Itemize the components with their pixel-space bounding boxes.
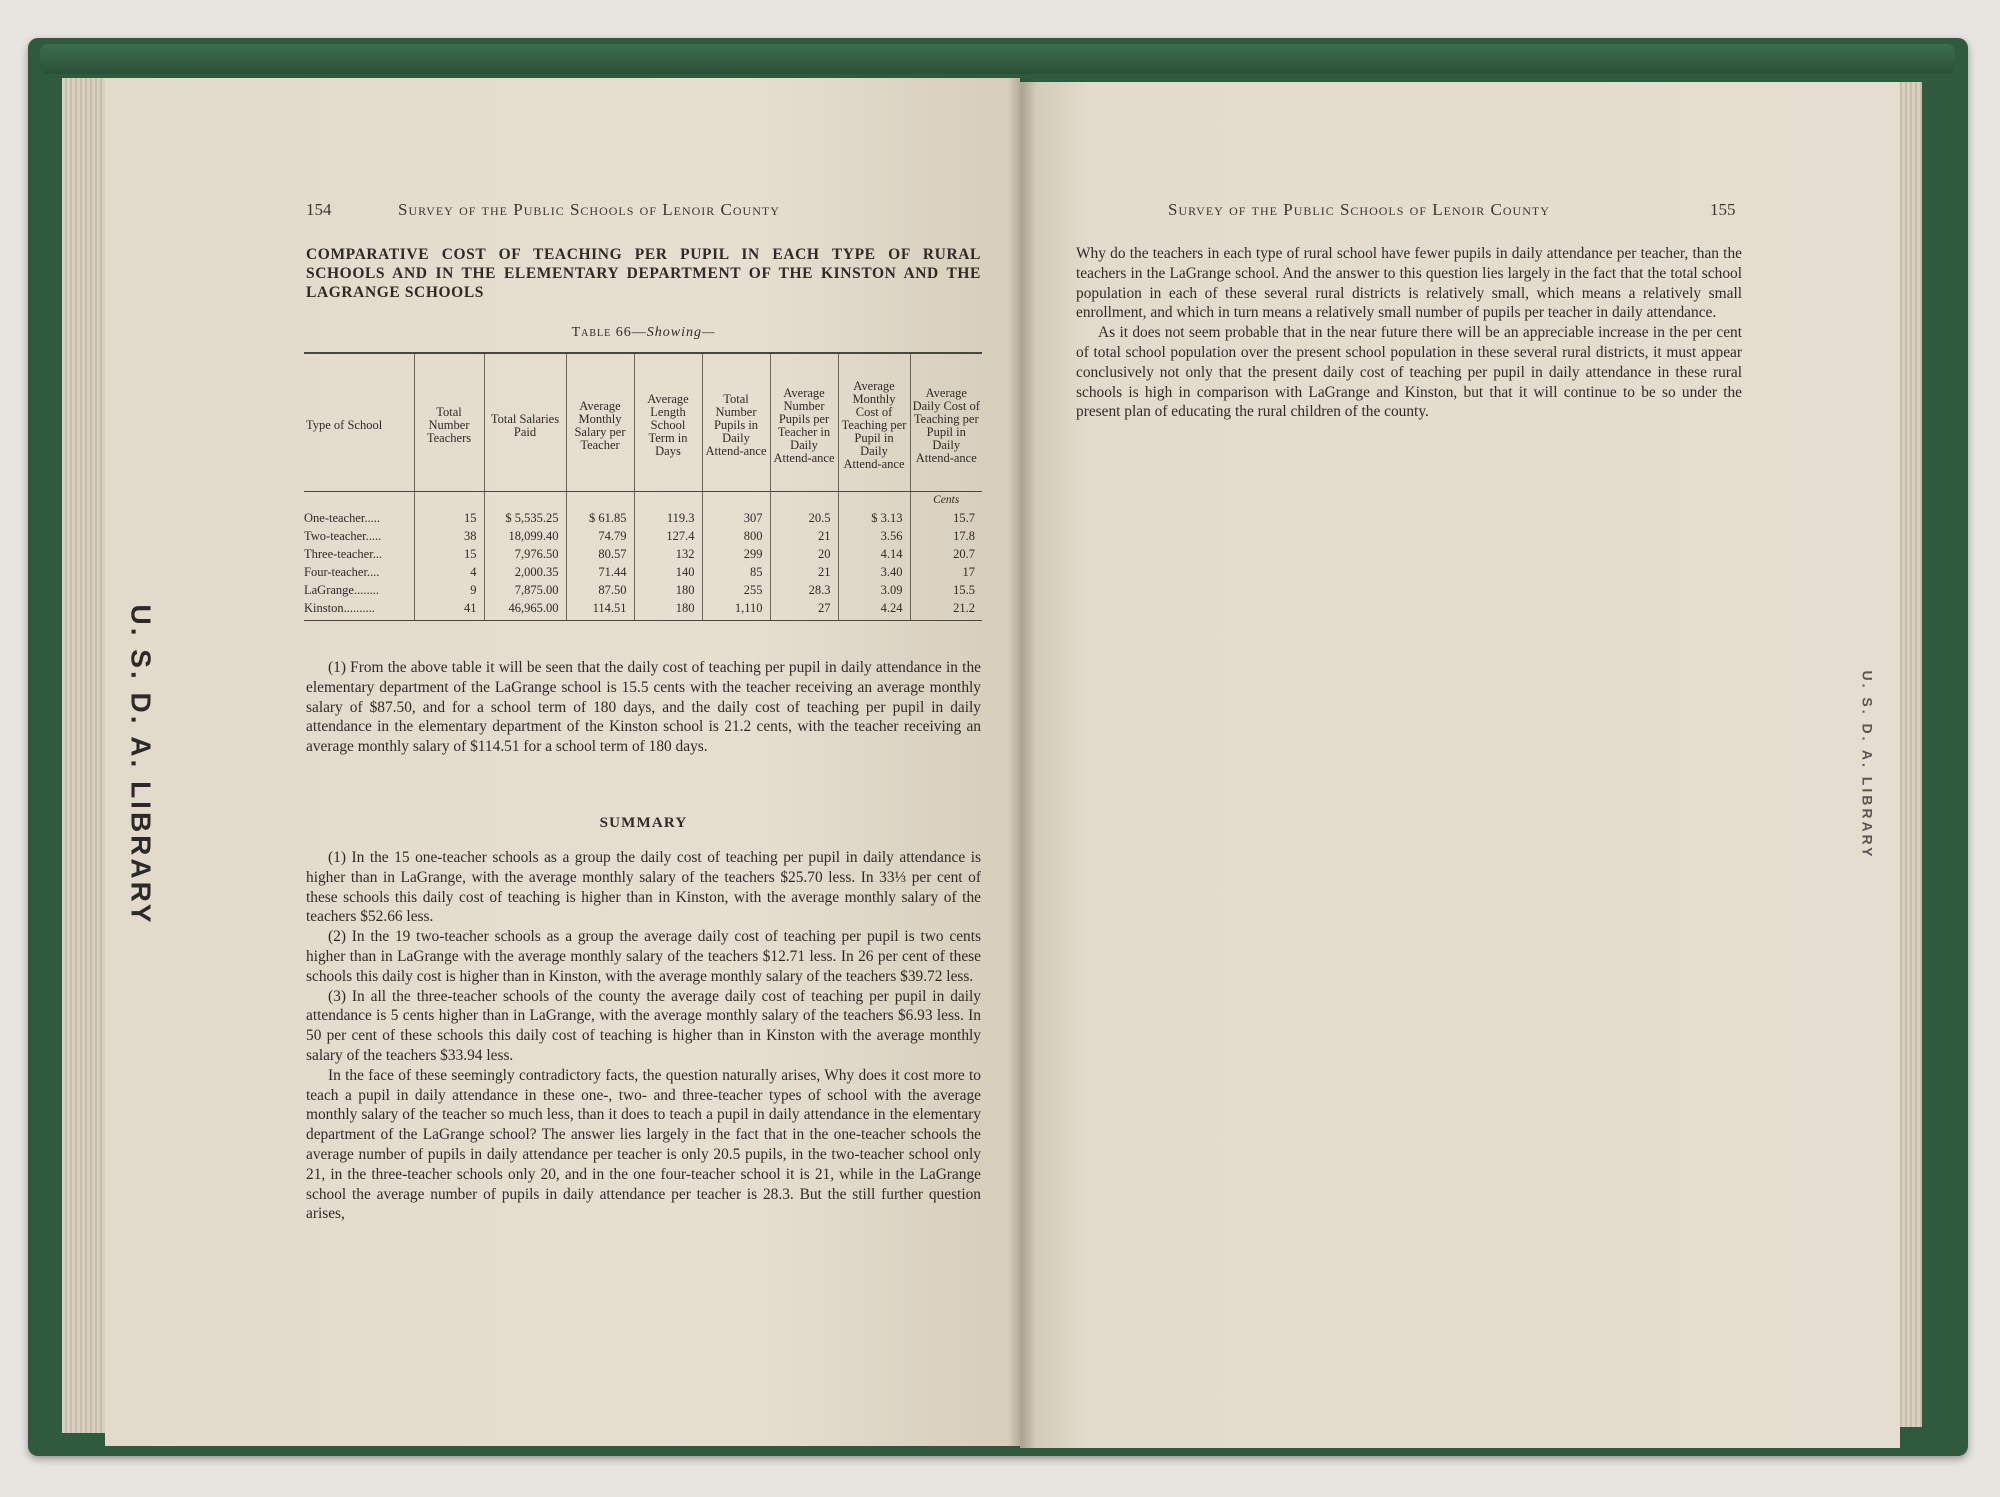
- table-cell: One-teacher.....: [304, 510, 381, 525]
- right-text-block: [1076, 244, 1742, 422]
- table-cell: 180: [634, 599, 702, 621]
- table-cell: 7,976.50: [484, 545, 566, 563]
- column-header: Average Number Pupils per Teacher in Daily Attend-ance: [770, 353, 838, 492]
- table-cell: 27: [770, 599, 838, 621]
- table-cell: $ 5,535.25: [484, 509, 566, 527]
- table-cell: 180: [634, 581, 702, 599]
- table-cell: 4.24: [838, 599, 910, 621]
- table-cell: 9: [414, 581, 484, 599]
- table-cell: Two-teacher.....: [304, 528, 382, 543]
- table-row: [304, 563, 982, 581]
- book-gutter: [1008, 78, 1036, 1448]
- library-stamp-right: [1852, 670, 1882, 860]
- table-cell: 28.3: [770, 581, 838, 599]
- table-cell: $ 61.85: [566, 509, 634, 527]
- page-edges-left: [62, 78, 107, 1433]
- table-cell: 4.14: [838, 545, 910, 563]
- table-cell: 299: [702, 545, 770, 563]
- cost-table: [304, 352, 982, 621]
- table-cell: 307: [702, 509, 770, 527]
- table-cell: 4: [414, 563, 484, 581]
- column-header: Type of School: [304, 353, 414, 492]
- table-caption-label: Table 66—: [571, 325, 647, 340]
- table-cell: Three-teacher...: [304, 546, 383, 561]
- stamp-text: U. S. D. A. LIBRARY: [1859, 670, 1875, 860]
- page-number-right: 155: [1710, 200, 1736, 219]
- table-cell: 85: [702, 563, 770, 581]
- table-cell: 21: [770, 527, 838, 545]
- table-cell: 20.5: [770, 509, 838, 527]
- paragraph: (1) In the 15 one-teacher schools as a group the daily cost of teaching per pupil in daily attendance is higher than in LaGrange, with the average monthly salary of the teachers $25.70 less. In 33⅓ per cent of these schools this daily cost of teaching is higher than in Kinston, with the average monthly salary of the teachers $52.66 less.: [306, 849, 981, 926]
- table-cell: 15.5: [910, 581, 982, 599]
- paragraph: Why do the teachers in each type of rural school have fewer pupils in daily attendance per teacher, than the teachers in the LaGrange school. And the answer to this question lies largely in the fact that the total school population in each of these several rural districts is relatively small, which means a relatively small enrollment, and which in turn means a relatively small number of pupils per teacher in daily attendance.: [1076, 245, 1742, 322]
- column-header: Total Number Teachers: [414, 353, 484, 492]
- running-head-left: Survey of the Public Schools of Lenoir County: [398, 200, 780, 219]
- column-header: Average Length School Term in Days: [634, 353, 702, 492]
- table-row: [304, 599, 982, 621]
- table-cell: 74.79: [566, 527, 634, 545]
- column-header: Average Monthly Salary per Teacher: [566, 353, 634, 492]
- table-cell: 41: [414, 599, 484, 621]
- table-cell: 3.09: [838, 581, 910, 599]
- table-cell: 18,099.40: [484, 527, 566, 545]
- table-cell: 255: [702, 581, 770, 599]
- summary-text-block: [306, 848, 981, 1224]
- table-title: COMPARATIVE COST OF TEACHING PER PUPIL IN EACH TYPE OF RURAL SCHOOLS AND IN THE ELEMENTARY DEPARTMENT OF THE KINSTON AND THE LAGRANGE SCHOOLS: [306, 246, 981, 301]
- column-header: Total Number Pupils in Daily Attend-ance: [702, 353, 770, 492]
- table-cell: 119.3: [634, 509, 702, 527]
- table-cell: 7,875.00: [484, 581, 566, 599]
- stamp-text: U. S. D. A. LIBRARY: [125, 604, 156, 926]
- column-header: Average Monthly Cost of Teaching per Pupil in Daily Attend-ance: [838, 353, 910, 492]
- table-cell: 17.8: [910, 527, 982, 545]
- units-label: Cents: [910, 492, 982, 510]
- table-cell: 20: [770, 545, 838, 563]
- column-header: Average Daily Cost of Teaching per Pupil in Daily Attend-ance: [910, 353, 982, 492]
- table-cell: 17: [910, 563, 982, 581]
- table-row: [304, 509, 982, 527]
- table-row: [304, 545, 982, 563]
- column-header: Total Salaries Paid: [484, 353, 566, 492]
- table-caption-italic: Showing—: [646, 325, 716, 340]
- table-cell: 38: [414, 527, 484, 545]
- table-cell: 71.44: [566, 563, 634, 581]
- book-spine-top: [40, 44, 1955, 74]
- paragraph: In the face of these seemingly contradictory facts, the question naturally arises, Why does it cost more to teach a pupil in daily attendance in these one-, two- and three-teacher types of school with the average monthly salary of the teacher so much less, than it does to teach a pupil in daily attendance in the elementary department of the LaGrange school? The answer lies largely in the fact that in the one-teacher schools the average number of pupils in daily attendance per teacher is only 20.5 pupils, in the two-teacher school only 21, in the three-teacher schools only 20, and in the one four-teacher school it is 21, while in the LaGrange school the average number of pupils in daily attendance per teacher is 28.3. But the still further question arises,: [306, 1066, 981, 1223]
- paragraph: As it does not seem probable that in the near future there will be an appreciable increase in the per cent of total school population over the present school population in these several rural districts, it must appear conclusively not only that the present daily cost of teaching per pupil in daily attendance in these rural schools is high in comparison with LaGrange and Kinston, but that it will continue to be so under the present plan of educating the rural children of the county.: [1076, 324, 1742, 421]
- library-stamp-left: [118, 604, 162, 926]
- table-caption: [306, 325, 981, 341]
- table-cell: 132: [634, 545, 702, 563]
- running-head-right: Survey of the Public Schools of Lenoir County: [1168, 200, 1550, 219]
- paragraph: (2) In the 19 two-teacher schools as a group the average daily cost of teaching per pupil is two cents higher than in LaGrange with the average monthly salary of the teachers $12.71 less. In 26 per cent of these schools this daily cost is higher than in Kinston, with the average monthly salary of the teachers $39.72 less.: [306, 928, 981, 985]
- table-header-row: [304, 353, 982, 492]
- units-row: [304, 492, 982, 510]
- paragraph: (1) From the above table it will be seen that the daily cost of teaching per pupil in daily attendance in the elementary department of the LaGrange school is 15.5 cents with the teacher receiving an average monthly salary of $87.50, and for a school term of 180 days, and the daily cost of teaching per pupil in daily attendance in the elementary department of the Kinston school is 21.2 cents, with the teacher receiving an average monthly salary of $114.51 for a school term of 180 days.: [306, 659, 981, 756]
- summary-heading: SUMMARY: [599, 815, 688, 831]
- table-cell: 21: [770, 563, 838, 581]
- table-cell: 3.40: [838, 563, 910, 581]
- table-cell: 87.50: [566, 581, 634, 599]
- table-cell: 15: [414, 509, 484, 527]
- table-cell: 1,110: [702, 599, 770, 621]
- table-cell: $ 3.13: [838, 509, 910, 527]
- table-row: [304, 581, 982, 599]
- table-cell: 114.51: [566, 599, 634, 621]
- table-cell: 140: [634, 563, 702, 581]
- table-cell: 800: [702, 527, 770, 545]
- table-cell: 2,000.35: [484, 563, 566, 581]
- intro-paragraph-block: [306, 658, 981, 757]
- table-cell: LaGrange........: [304, 582, 379, 597]
- table-cell: 127.4: [634, 527, 702, 545]
- table-cell: Kinston..........: [304, 599, 414, 621]
- table-cell: 80.57: [566, 545, 634, 563]
- table-row: [304, 527, 982, 545]
- paragraph: (3) In all the three-teacher schools of the county the average daily cost of teaching per pupil in daily attendance is 5 cents higher than in LaGrange, with the average monthly salary of the teachers $6.93 less. In 50 per cent of these schools this daily cost of teaching is higher than in Kinston with the average monthly salary of the teachers $33.94 less.: [306, 987, 981, 1064]
- table-cell: 46,965.00: [484, 599, 566, 621]
- page-number-left: 154: [306, 200, 332, 219]
- table-cell: 15: [414, 545, 484, 563]
- table-cell: 3.56: [838, 527, 910, 545]
- table-cell: 15.7: [910, 509, 982, 527]
- table-cell: 21.2: [910, 599, 982, 621]
- table-cell: Four-teacher....: [304, 564, 380, 579]
- table-cell: 20.7: [910, 545, 982, 563]
